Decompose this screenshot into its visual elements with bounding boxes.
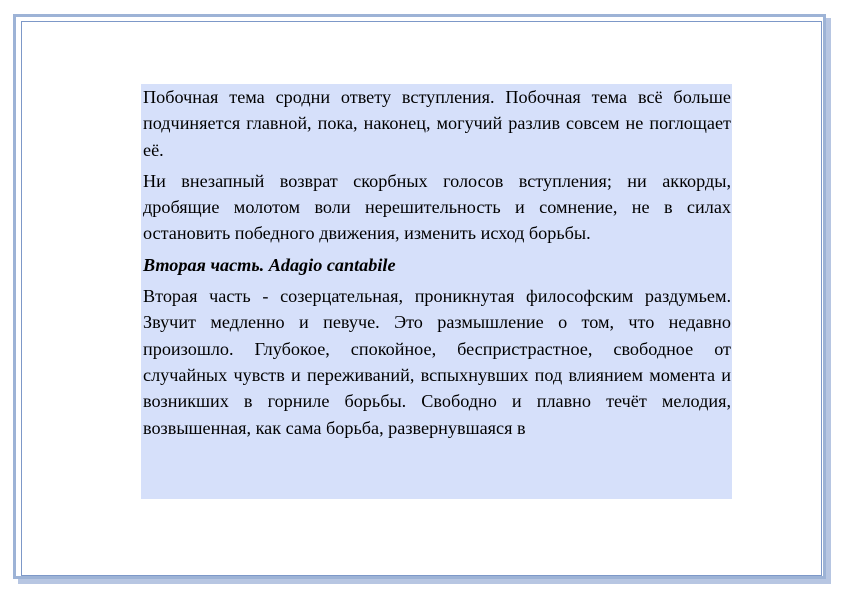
section-heading: Вторая часть. Adagio cantabile [143, 254, 396, 275]
frame-shadow-bottom [18, 579, 831, 584]
paragraph-secondary-theme: Побочная тема сродни ответу вступления. Побочная тема всё больше подчиняется главной, пока, наконец, могучий разлив совсем не поглощает её. [143, 87, 731, 160]
text-block [141, 84, 732, 499]
paragraph-second-movement: Вторая часть - созерцательная, проникнутая философским раздумьем. Звучит медленно и певуче. Это размышление о том, что недавно произошло. Глубокое, спокойное, беспристрастное, свободное от случайных чувств и переживаний, вспыхнувших под влиянием момента и возникших в горниле борьбы. Свободно и плавно течёт мелодия, возвышенная, как сама борьба, развернувшаяся в [143, 286, 731, 438]
paragraph-struggle: Ни внезапный возврат скорбных голосов вступления; ни аккорды, дробящие молотом воли нерешительность и сомнение, не в силах остановить победного движения, изменить исход борьбы. [143, 170, 731, 244]
frame-shadow-right [826, 18, 831, 582]
